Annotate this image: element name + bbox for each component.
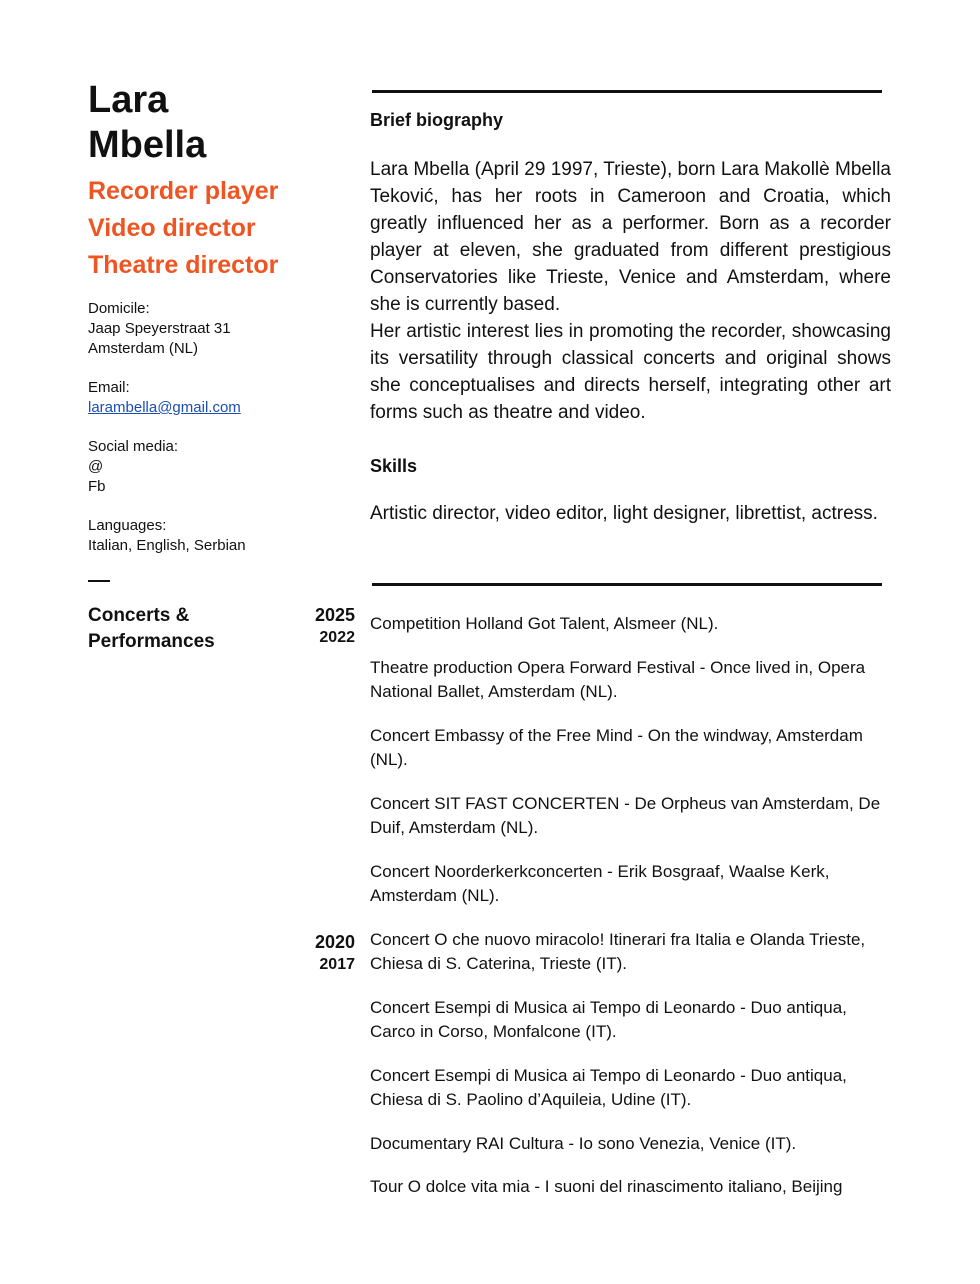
biography-paragraph-2: Her artistic interest lies in promoting the recorder, showcasing its versatility through classical concerts and original shows she conceptualises and directs herself, integrating other art forms such as theatre and video. — [370, 321, 891, 423]
year-from-1: 2025 — [314, 605, 355, 625]
last-name: Mbella — [88, 124, 207, 166]
concerts-list — [370, 612, 890, 1219]
skills-text: Artistic director, video editor, light designer, librettist, actress. — [370, 503, 878, 524]
list-item: Concert Esempi di Musica ai Tempo di Leonardo - Duo antiqua, Chiesa di S. Paolino d’Aquileia, Udine (IT). — [370, 1065, 847, 1109]
skills-title: Skills — [370, 456, 418, 476]
year-range-2 — [270, 931, 355, 975]
biography-text — [370, 156, 891, 426]
top-rule — [372, 90, 882, 93]
list-item: Concert Noorderkerkconcerten - Erik Bosgraaf, Waalse Kerk, Amsterdam (NL). — [370, 861, 830, 905]
domicile-block — [88, 299, 338, 359]
list-item: Concert Embassy of the Free Mind - On the windway, Amsterdam (NL). — [370, 725, 863, 769]
languages-label: Languages: — [88, 517, 167, 534]
roles-list — [88, 173, 338, 284]
email-link[interactable]: larambella@gmail.com — [88, 399, 241, 416]
email-label: Email: — [88, 379, 130, 396]
list-item: Concert SIT FAST CONCERTEN - De Orpheus van Amsterdam, De Duif, Amsterdam (NL). — [370, 793, 881, 837]
social-block — [88, 437, 338, 497]
contact-details — [88, 299, 338, 556]
list-item: Documentary RAI Cultura - Io sono Venezia, Venice (IT). — [370, 1133, 797, 1153]
mid-rule — [372, 583, 882, 586]
email-block — [88, 378, 338, 418]
languages-value: Italian, English, Serbian — [88, 537, 246, 554]
year-range-1 — [270, 604, 355, 648]
concerts-section-title — [88, 603, 215, 655]
profile-column — [88, 78, 338, 575]
year-from-2: 2020 — [314, 932, 355, 952]
left-divider-dash — [88, 580, 110, 582]
list-item: Concert Esempi di Musica ai Tempo di Leonardo - Duo antiqua, Carco in Corso, Monfalcone (IT). — [370, 997, 847, 1041]
biography-title: Brief biography — [370, 110, 504, 130]
social-facebook: Fb — [88, 478, 106, 495]
domicile-label: Domicile: — [88, 300, 150, 317]
concerts-title-line-2: Performances — [88, 631, 215, 652]
social-instagram: @ — [88, 458, 104, 475]
concerts-title-line-1: Concerts & — [88, 605, 190, 626]
list-item: Theatre production Opera Forward Festival - Once lived in, Opera National Ballet, Amsterdam (NL). — [370, 657, 866, 701]
list-item: Concert O che nuovo miracolo! Itinerari fra Italia e Olanda Trieste, Chiesa di S. Caterina, Trieste (IT). — [370, 929, 866, 973]
address-line-1: Jaap Speyerstraat 31 — [88, 320, 231, 337]
first-name: Lara — [88, 79, 169, 121]
biography-paragraph-1: Lara Mbella (April 29 1997, Trieste), born Lara Makollè Mbella Teković, has her roots in Cameroon and Croatia, which greatly influenced her as a performer. Born as a recorder player at eleven, she graduated from different prestigious Conservatories like Trieste, Venice and Amsterdam, where she is currently based. — [370, 159, 891, 315]
biography-section — [370, 108, 891, 527]
year-to-2: 2017 — [319, 956, 355, 973]
role-video-director: Video director — [88, 214, 256, 242]
languages-block — [88, 516, 338, 556]
list-item: Tour O dolce vita mia - I suoni del rinascimento italiano, Beijing — [370, 1177, 843, 1196]
role-recorder-player: Recorder player — [88, 177, 279, 205]
address-line-2: Amsterdam (NL) — [88, 340, 199, 357]
social-label: Social media: — [88, 438, 179, 455]
role-theatre-director: Theatre director — [88, 251, 279, 279]
year-to-1: 2022 — [319, 629, 355, 646]
list-item: Competition Holland Got Talent, Alsmeer (NL). — [370, 614, 719, 633]
